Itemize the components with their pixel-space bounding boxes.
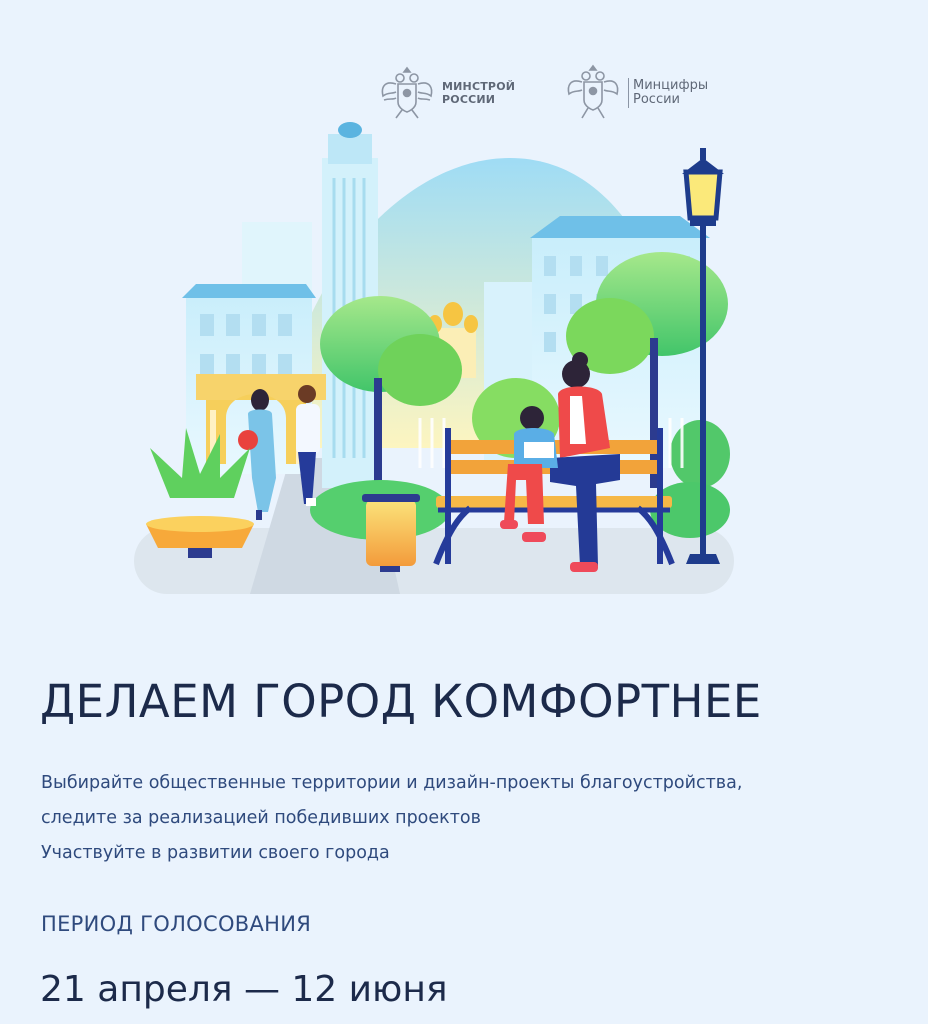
- minstroy-logo[interactable]: [378, 62, 538, 124]
- voting-period-dates: 21 апреля — 12 июня: [40, 969, 448, 1010]
- description-line: Участвуйте в развитии своего города: [41, 843, 390, 863]
- mincifry-logo[interactable]: [564, 62, 743, 124]
- description-line: следите за реализацией победивших проектов: [41, 808, 481, 828]
- partner-logos: [378, 62, 743, 124]
- logo-divider: [628, 78, 629, 108]
- hero-description: [41, 766, 901, 871]
- city-park-illustration: [130, 118, 742, 598]
- page-title: ДЕЛАЕМ ГОРОД КОМФОРТНЕЕ: [40, 675, 762, 728]
- voting-period-label: ПЕРИОД ГОЛОСОВАНИЯ: [41, 912, 312, 936]
- mincifry-name: Минцифры России: [633, 78, 709, 107]
- minstroy-name: МИНСТРОЙ РОССИИ: [442, 80, 516, 106]
- description-line: Выбирайте общественные территории и дизайн-проекты благоустройства,: [41, 773, 743, 793]
- emblem-icon: [378, 62, 436, 124]
- emblem-icon: [564, 62, 622, 124]
